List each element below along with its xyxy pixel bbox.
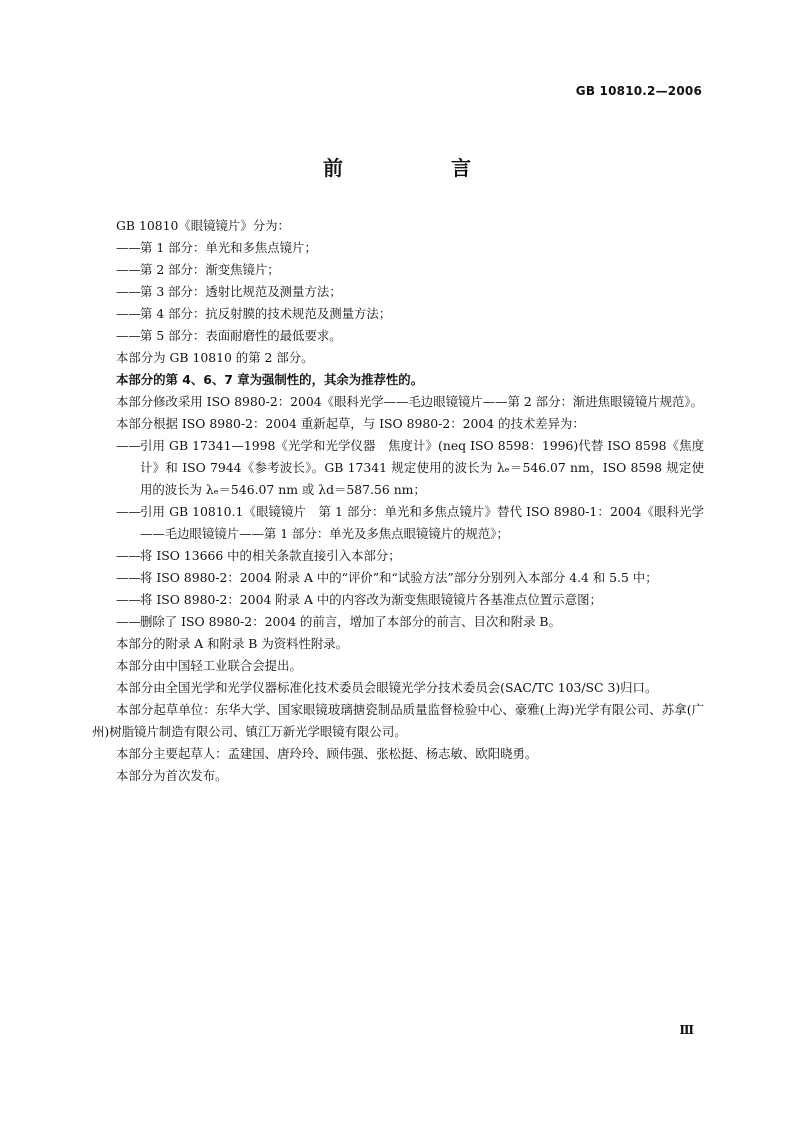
dash-marker: —— [116,262,141,277]
list-item [92,545,704,567]
paragraph: 本部分根据 ISO 8980-2：2004 重新起草，与 ISO 8980-2：2004 的技术差异为： [116,416,585,431]
list-item-text: 第 5 部分：表面耐磨性的最低要求。 [140,328,342,343]
list-item-text: 第 3 部分：透射比规范及测量方法； [140,284,342,299]
paragraph: 本部分的附录 A 和附录 B 为资料性附录。 [116,636,349,651]
list-item [92,281,704,303]
list-item-text: 第 1 部分：单光和多焦点镜片； [140,240,317,255]
standard-code: GB 10810.2—2006 [575,84,702,98]
paragraph: 本部分起草单位：东华大学、国家眼镜玻璃搪瓷制品质量监督检验中心、豪雅(上海)光学有限公司、苏拿(广州)树脂镜片制造有限公司、镇江万新光学眼镜有限公司。 [92,702,704,739]
list-item-text: 将 ISO 13666 中的相关条款直接引入本部分； [140,548,401,563]
list-item [92,501,704,545]
dash-marker: —— [116,438,141,453]
list-item [92,589,704,611]
paragraph: 本部分由全国光学和光学仪器标准化技术委员会眼镜光学分技术委员会(SAC/TC 103/SC 3)归口。 [116,680,658,695]
list-item [92,567,704,589]
dash-marker: —— [116,284,141,299]
paragraph: 本部分主要起草人：孟建国、唐玲玲、顾伟强、张松挺、杨志敏、欧阳晓勇。 [116,746,538,761]
list-item [92,435,704,501]
paragraph: 本部分修改采用 ISO 8980-2：2004《眼科光学——毛边眼镜镜片——第 2 部分：渐进焦眼镜镜片规范》。 [116,394,703,409]
dash-marker: —— [116,548,141,563]
dash-marker: —— [116,240,141,255]
dash-marker: —— [116,570,141,585]
list-item-text: 第 4 部分：抗反射膜的技术规范及测量方法； [140,306,392,321]
page-number: Ⅲ [679,1023,694,1037]
mandatory-statement: 本部分的第 4、6、7 章为强制性的，其余为推荐性的。 [116,372,424,387]
dash-marker: —— [116,306,141,321]
paragraph: GB 10810《眼镜镜片》分为： [116,218,290,233]
dash-marker: —— [116,504,141,519]
paragraph: 本部分为首次发布。 [116,768,228,783]
list-item [92,303,704,325]
page-title: 前 言 [323,156,515,180]
document-body [92,215,704,787]
dash-marker: —— [116,614,141,629]
dash-marker: —— [116,592,141,607]
paragraph: 本部分由中国轻工业联合会提出。 [116,658,302,673]
list-item-text: 将 ISO 8980-2：2004 附录 A 中的内容改为渐变焦眼镜镜片各基准点位置示意图； [140,592,602,607]
paragraph: 本部分为 GB 10810 的第 2 部分。 [116,350,314,365]
list-item-text: 引用 GB 17341—1998《光学和光学仪器 焦度计》(neq ISO 8598：1996)代替 ISO 8598《焦度计》和 ISO 7944《参考波长》。GB 17341 规定使用的波长为 λₑ＝546.07 nm，ISO 8598 规定使用的波长为 λₑ＝546.07 nm 或 λd＝587.56 nm； [140,438,704,497]
list-item-text: 引用 GB 10810.1《眼镜镜片 第 1 部分：单光和多焦点镜片》替代 ISO 8980-1：2004《眼科光学——毛边眼镜镜片——第 1 部分：单光及多焦点眼镜镜片的规范》； [140,504,704,541]
list-item [92,237,704,259]
list-item [92,325,704,347]
list-item-text: 将 ISO 8980-2：2004 附录 A 中的“评价”和“试验方法”部分分别列入本部分 4.4 和 5.5 中； [140,570,658,585]
list-item-text: 删除了 ISO 8980-2：2004 的前言，增加了本部分的前言、目次和附录 B。 [140,614,561,629]
list-item-text: 第 2 部分：渐变焦镜片； [140,262,280,277]
dash-marker: —— [116,328,141,343]
list-item [92,259,704,281]
list-item [92,611,704,633]
